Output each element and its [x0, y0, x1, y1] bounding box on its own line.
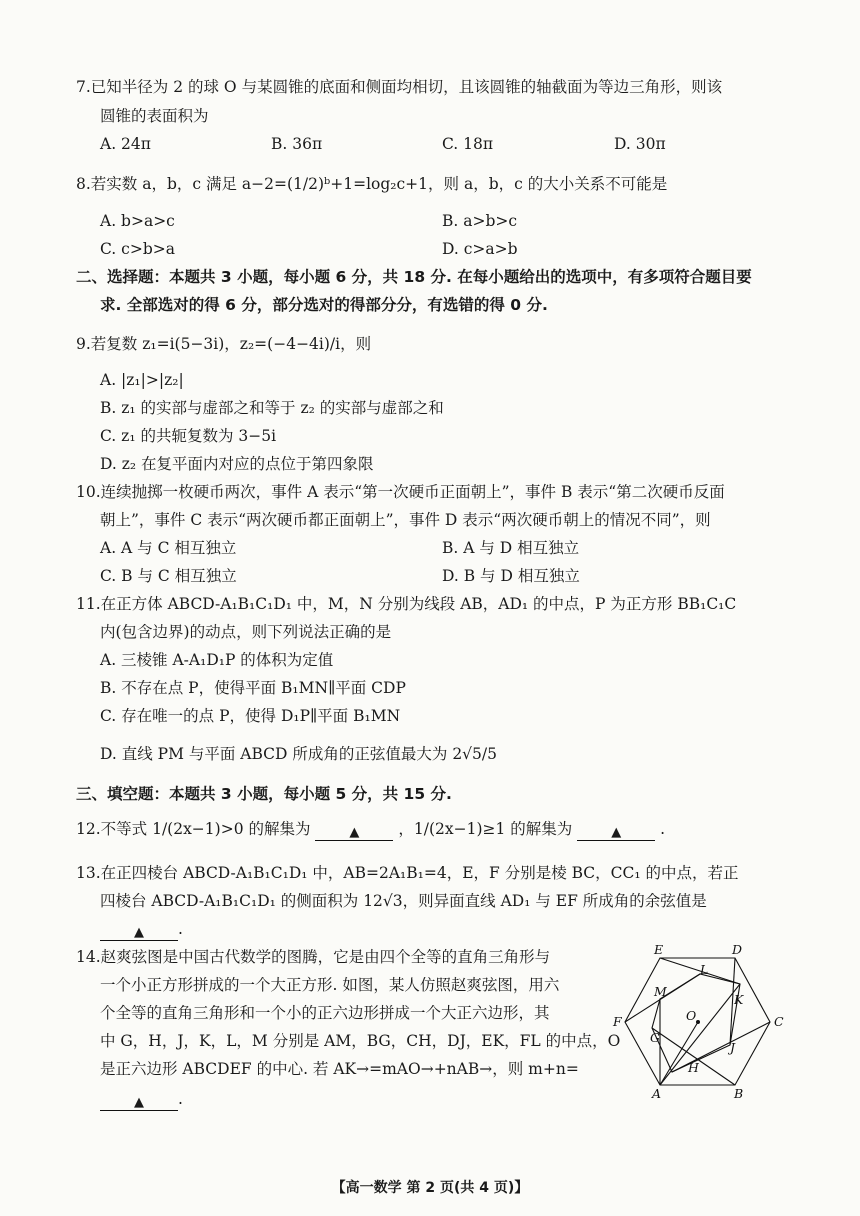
triangle-icon: ▲ — [611, 825, 622, 840]
q11-option-c: C. 存在唯一的点 P，使得 D₁P∥平面 B₁MN — [100, 707, 401, 725]
q14-line2: 一个小正方形拼成的一个大正方形. 如图，某人仿照赵爽弦图，用六 — [100, 976, 560, 994]
q14-line5: 是正六边形 ABCDEF 的中心. 若 AK→=mAO→+nAB→，则 m+n= — [100, 1060, 579, 1078]
q13-line1: 13.在正四棱台 ABCD-A₁B₁C₁D₁ 中，AB=2A₁B₁=4，E，F 分别是棱 BC，CC₁ 的中点，若正 — [76, 864, 739, 882]
triangle-icon: ▲ — [134, 1095, 144, 1110]
label-f: F — [613, 1014, 622, 1029]
label-l: L — [700, 962, 709, 977]
q8-stem: 8.若实数 a，b，c 满足 a−2=(1/2)ᵇ+1=log₂c+1，则 a，b，c 的大小关系不可能是 — [76, 175, 668, 193]
section3-heading: 三、填空题：本题共 3 小题，每小题 5 分，共 15 分. — [76, 785, 452, 803]
section2-heading-line1: 二、选择题：本题共 3 小题，每小题 6 分，共 18 分. 在每小题给出的选项中，有多项符合题目要 — [76, 268, 752, 286]
label-a: A — [652, 1086, 662, 1100]
q7-stem-line1: 7.已知半径为 2 的球 O 与某圆锥的底面和侧面均相切，且该圆锥的轴截面为等边三角形，则该 — [76, 78, 723, 96]
q10-option-b: B. A 与 D 相互独立 — [442, 539, 580, 557]
q10-option-c: C. B 与 C 相互独立 — [100, 567, 237, 585]
q12-end: . — [660, 820, 666, 838]
label-k: K — [734, 992, 744, 1007]
q12-answer-blank-1 — [315, 824, 393, 841]
q13-answer-line — [100, 922, 183, 941]
hexagon-figure — [610, 940, 790, 1100]
q13-answer-blank — [100, 924, 178, 941]
triangle-icon: ▲ — [134, 925, 144, 940]
q7-option-c: C. 18π — [442, 135, 494, 153]
page-footer: 【高一数学 第 2 页(共 4 页)】 — [331, 1180, 529, 1196]
label-j: J — [730, 1040, 736, 1055]
q9-option-c: C. z₁ 的共轭复数为 3−5i — [100, 427, 277, 445]
q12-line — [76, 822, 665, 841]
q10-stem-line1: 10.连续抛掷一枚硬币两次，事件 A 表示“第一次硬币正面朝上”，事件 B 表示“第二次硬币反面 — [76, 483, 725, 501]
q9-stem: 9.若复数 z₁=i(5−3i)，z₂=(−4−4i)/i，则 — [76, 335, 372, 353]
q8-option-d: D. c>a>b — [442, 240, 518, 258]
q7-option-d: D. 30π — [614, 135, 666, 153]
q12-part1: 12.不等式 1/(2x−1)>0 的解集为 — [76, 820, 311, 838]
triangle-icon: ▲ — [349, 825, 360, 840]
q9-option-a: A. |z₁|>|z₂| — [100, 371, 184, 389]
q12-part2: ，1/(2x−1)≥1 的解集为 — [398, 820, 573, 838]
label-c: C — [774, 1014, 784, 1029]
q10-option-a: A. A 与 C 相互独立 — [100, 539, 237, 557]
q13-end: . — [178, 920, 183, 938]
label-g: G — [650, 1030, 660, 1045]
q14-end: . — [178, 1090, 183, 1108]
q14-line3: 个全等的直角三角形和一个小的正六边形拼成一个大正六边形，其 — [100, 1004, 550, 1022]
q11-stem-line1: 11.在正方体 ABCD-A₁B₁C₁D₁ 中，M，N 分别为线段 AB，AD₁ 的中点，P 为正方形 BB₁C₁C — [76, 595, 737, 613]
q10-option-d: D. B 与 D 相互独立 — [442, 567, 580, 585]
q9-option-d: D. z₂ 在复平面内对应的点位于第四象限 — [100, 455, 374, 473]
section2-heading-line2: 求. 全部选对的得 6 分，部分选对的得部分分，有选错的得 0 分. — [100, 296, 548, 314]
q8-option-a: A. b>a>c — [100, 212, 175, 230]
label-h: H — [688, 1060, 699, 1075]
q14-line1: 14.赵爽弦图是中国古代数学的图腾，它是由四个全等的直角三角形与 — [76, 948, 551, 966]
center-point — [696, 1020, 700, 1024]
q11-option-d: D. 直线 PM 与平面 ABCD 所成角的正弦值最大为 2√5/5 — [100, 745, 498, 763]
q7-option-b: B. 36π — [271, 135, 323, 153]
q11-option-a: A. 三棱锥 A-A₁D₁P 的体积为定值 — [100, 651, 334, 669]
label-b: B — [734, 1086, 744, 1100]
q13-line2: 四棱台 ABCD-A₁B₁C₁D₁ 的侧面积为 12√3，则异面直线 AD₁ 与 EF 所成角的余弦值是 — [100, 892, 707, 910]
label-m: M — [654, 984, 667, 999]
label-d: D — [732, 942, 743, 957]
q8-option-c: C. c>b>a — [100, 240, 175, 258]
q14-answer-line — [100, 1092, 183, 1111]
q7-stem-line2: 圆锥的表面积为 — [100, 107, 209, 125]
q7-option-a: A. 24π — [100, 135, 151, 153]
q10-stem-line2: 朝上”，事件 C 表示“两次硬币都正面朝上”，事件 D 表示“两次硬币朝上的情况不同”，则 — [100, 511, 711, 529]
q14-line4: 中 G，H，J，K，L，M 分别是 AM，BG，CH，DJ，EK，FL 的中点，O — [100, 1032, 621, 1050]
q14-answer-blank — [100, 1094, 178, 1111]
q11-stem-line2: 内(包含边界)的动点，则下列说法正确的是 — [100, 623, 392, 641]
label-o: O — [686, 1008, 697, 1023]
q9-option-b: B. z₁ 的实部与虚部之和等于 z₂ 的实部与虚部之和 — [100, 399, 444, 417]
q12-answer-blank-2 — [577, 824, 655, 841]
q11-option-b: B. 不存在点 P，使得平面 B₁MN∥平面 CDP — [100, 679, 406, 697]
q8-option-b: B. a>b>c — [442, 212, 518, 230]
label-e: E — [654, 942, 664, 957]
